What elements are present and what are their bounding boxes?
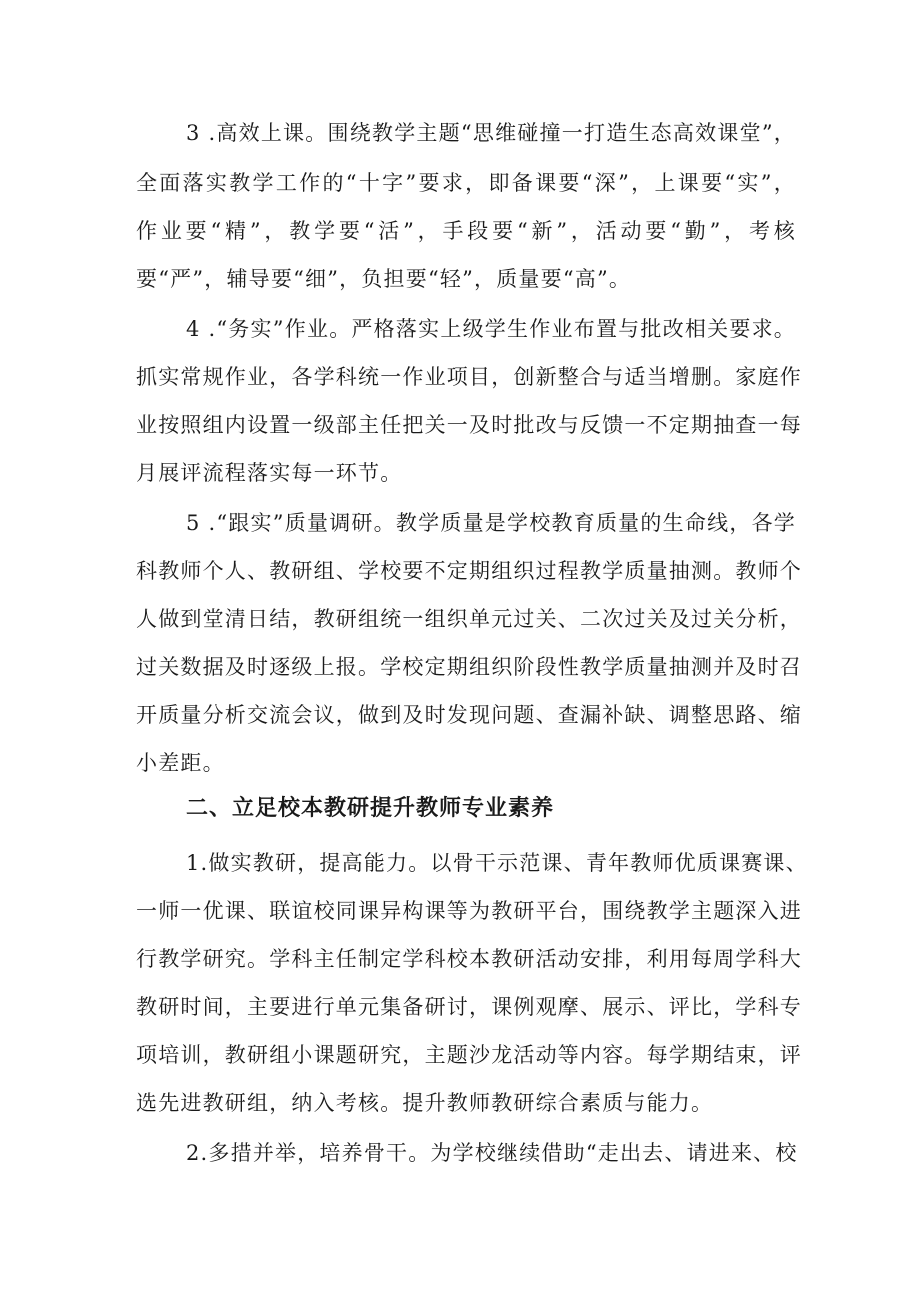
paragraph-5-line-5: 开质量分析交流会议，做到及时发现问题、查漏补缺、调整思路、缩 [136, 703, 802, 727]
section-paragraph-1-line-3: 行教学研究。学科主任制定学科校本教研活动安排，利用每周学科大 [136, 947, 802, 971]
paragraph-4-line-2: 抓实常规作业，各学科统一作业项目，创新整合与适当增删。家庭作 [136, 365, 802, 389]
section-paragraph-1-line-2: 一师一优课、联谊校同课异构课等为教研平台，围绕教学主题深入进 [136, 899, 802, 923]
section-paragraph-1-line-5: 项培训，教研组小课题研究，主题沙龙活动等内容。每学期结束，评 [136, 1043, 802, 1067]
section-paragraph-1-line-1: 1.做实教研，提高能力。以骨干示范课、青年教师优质课赛课、 [186, 851, 808, 875]
paragraph-5-line-6: 小差距。 [136, 751, 225, 775]
paragraph-4-line-3: 业按照组内设置一级部主任把关一及时批改与反馈一不定期抽查一每 [136, 413, 802, 437]
section-paragraph-2-line-1: 2.多措并举，培养骨干。为学校继续借助“走出去、请进来、校 [186, 1141, 798, 1165]
paragraph-4-line-1: 4 .“务实”作业。严格落实上级学生作业布置与批改相关要求。 [186, 317, 796, 341]
paragraph-5-line-2: 科教师个人、教研组、学校要不定期组织过程教学质量抽测。教师个 [136, 559, 802, 583]
paragraph-3-line-1: 3 .高效上课。围绕教学主题“思维碰撞一打造生态高效课堂”， [186, 121, 796, 145]
paragraph-3-line-4: 要“严”，辅导要“细”，负担要“轻”，质量要“高”。 [136, 267, 632, 291]
section-heading: 二、立足校本教研提升教师专业素养 [186, 796, 555, 821]
paragraph-4-line-4: 月展评流程落实每一环节。 [136, 461, 403, 485]
section-paragraph-1-line-4: 教研时间，主要进行单元集备研讨，课例观摩、展示、评比，学科专 [136, 995, 802, 1019]
paragraph-5-line-1: 5 .“跟实”质量调研。教学质量是学校教育质量的生命线，各学 [186, 511, 796, 535]
paragraph-5-line-3: 人做到堂清日结，教研组统一组织单元过关、二次过关及过关分析， [136, 607, 802, 631]
paragraph-3-line-2: 全面落实教学工作的“十字”要求，即备课要“深”，上课要“实”， [136, 171, 796, 195]
section-paragraph-1-line-6: 选先进教研组，纳入考核。提升教师教研综合素质与能力。 [136, 1091, 714, 1115]
paragraph-5-line-4: 过关数据及时逐级上报。学校定期组织阶段性教学质量抽测并及时召 [136, 655, 802, 679]
paragraph-3-line-3: 作业要“精”，教学要“活”，手段要“新”，活动要“勤”，考核 [136, 219, 796, 243]
